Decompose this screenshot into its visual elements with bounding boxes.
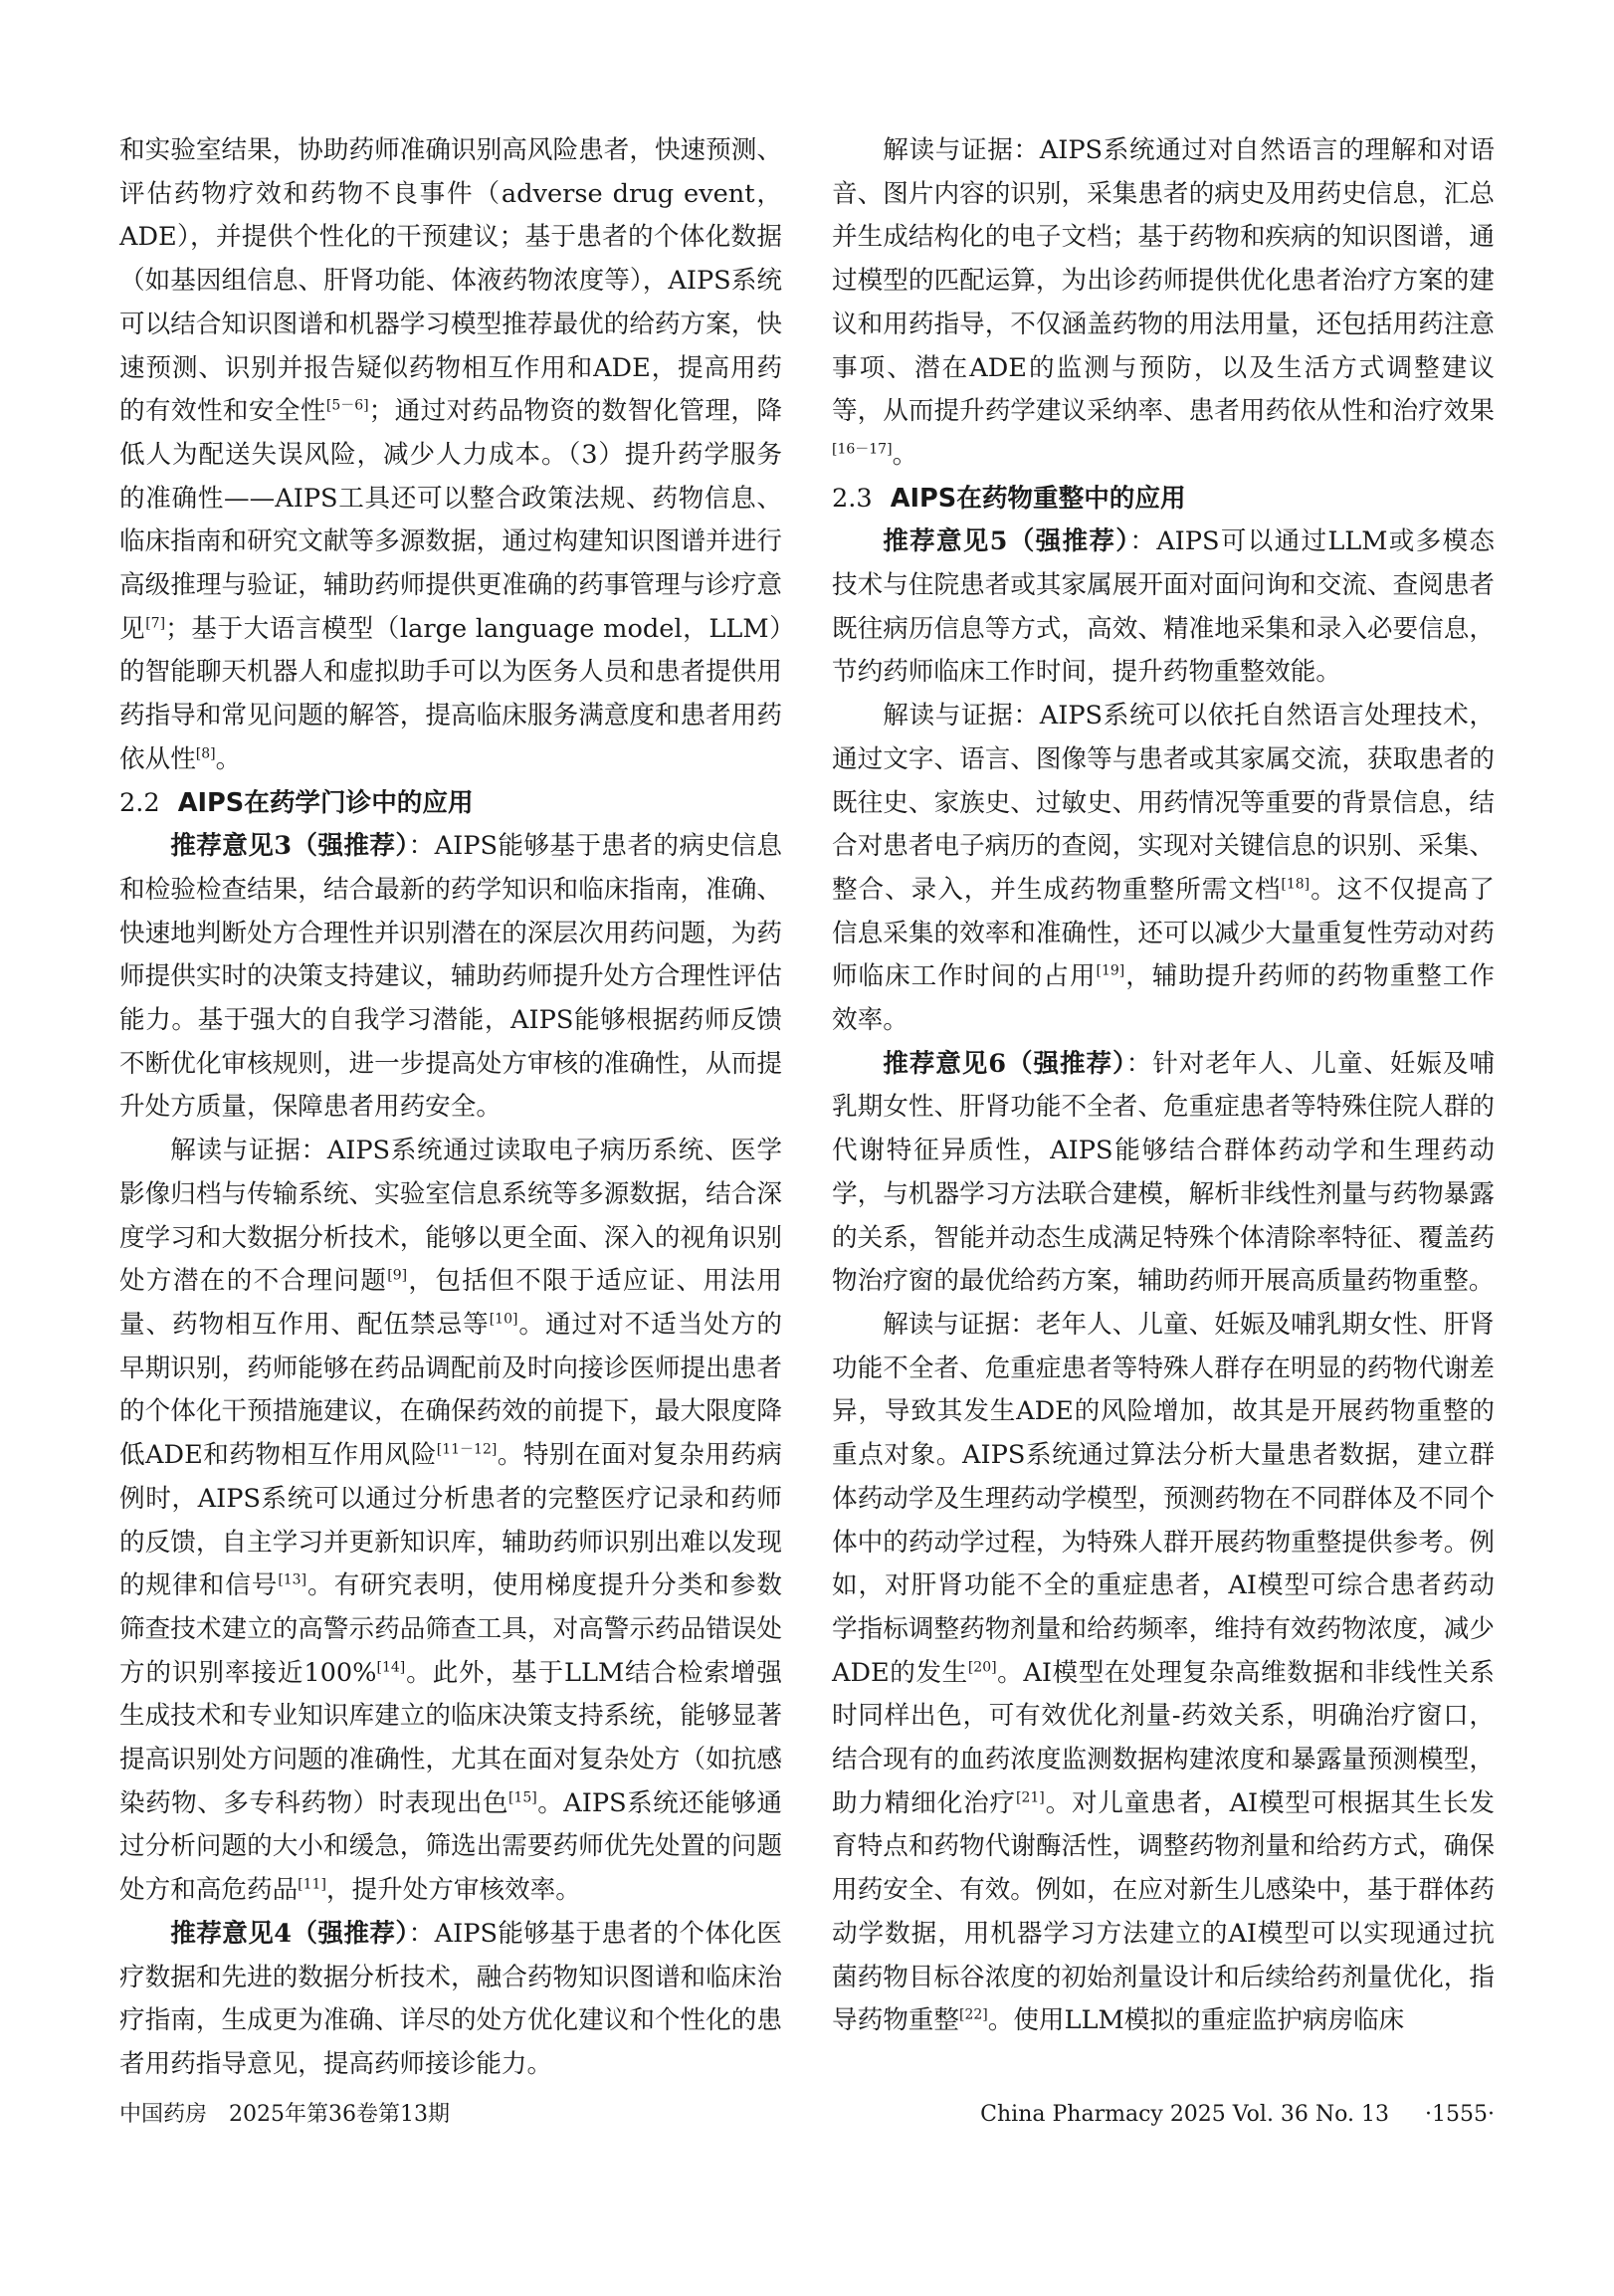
text-run: 解读与证据：AIPS系统通过对自然语言的理解和对语音、图片内容的识别，采集患者的病史及用药史信息，汇总并生成结构化的电子文档；基于药物和疾病的知识图谱，通过模型的匹配运算，为出诊药师提供优化患者治疗方案的建议和用药指导，不仅涵盖药物的用法用量，还包括用药注意事项、潜在ADE的监测与预防，以及生活方式调整建议等，从而提升药学建议采纳率、患者用药依从性和治疗效果: [832, 135, 1495, 427]
text-run: 和实验室结果，协助药师准确识别高风险患者，快速预测、评估药物疗效和药物不良事件（adverse drug event，ADE），并提供个性化的干预建议；基于患者的个体化数据（如基因组信息、肝肾功能、体液药物浓度等），AIPS系统可以结合知识图谱和机器学习模型推荐最优的给药方案，快速预测、识别并报告疑似药物相互作用和ADE，提高用药的有效性和安全性: [119, 135, 782, 427]
recommendation-5: [832, 521, 1495, 695]
text-run: 解读与证据：AIPS系统可以依托自然语言处理技术，通过文字、语言、图像等与患者或其家属交流，获取患者的既往史、家族史、过敏史、用药情况等重要的背景信息，结合对患者电子病历的查阅，实现对关键信息的识别、采集、整合、录入，并生成药物重整所需文档: [832, 701, 1495, 905]
text-run: ：针对老年人、儿童、妊娠及哺乳期女性、肝肾功能不全者、危重症患者等特殊住院人群的代谢特征异质性，AIPS能够结合群体药动学和生理药动学，与机器学习方法联合建模，解析非线性剂量与药物暴露的关系，智能并动态生成满足特殊个体清除率特征、覆盖药物治疗窗的最优给药方案，辅助药师开展高质量药物重整。: [832, 1048, 1495, 1297]
evidence-6: [832, 1304, 1495, 2043]
citation-ref: [9]: [387, 1267, 408, 1284]
section-number: 2.3: [832, 483, 873, 514]
text-run: 。AI模型在处理复杂高维数据和非线性关系时同样出色，可有效优化剂量-药效关系，明确治疗窗口，结合现有的血药浓度监测数据构建浓度和暴露量预测模型，助力精细化治疗: [832, 1657, 1496, 1818]
citation-ref: [7]: [145, 615, 166, 632]
citation-ref: [11]: [298, 1876, 326, 1893]
section-heading-2-2: [119, 782, 782, 826]
citation-ref: [18]: [1281, 876, 1311, 893]
section-heading-2-3: [832, 478, 1495, 522]
recommendation-label: 推荐意见6（强推荐）: [883, 1048, 1126, 1079]
text-run: 。有研究表明，使用梯度提升分类和参数筛查技术建立的高警示药品筛查工具，对高警示药品错误处方的识别率接近100%: [119, 1570, 782, 1688]
citation-ref: [10]: [489, 1311, 518, 1328]
text-run: 。: [892, 439, 918, 470]
section-number: 2.2: [119, 787, 160, 818]
journal-footer-cn: 中国药房 2025年第36卷第13期: [119, 2102, 450, 2127]
section-title: AIPS在药学门诊中的应用: [177, 787, 474, 818]
citation-ref: [19]: [1096, 962, 1125, 979]
text-run: 。对儿童患者，AI模型可根据其生长发育特点和药物代谢酶活性，调整药物剂量和给药方式，确保用药安全、有效。例如，在应对新生儿感染中，基于群体药动学数据，用机器学习方法建立的AI模型可以实现通过抗菌药物目标谷浓度的初始剂量设计和后续给药剂量优化，指导药物重整: [832, 1787, 1495, 2036]
recommendation-6: [832, 1043, 1495, 1304]
recommendation-4: [119, 1913, 782, 2087]
citation-ref: [5－6]: [325, 397, 369, 414]
text-run: ；通过对药品物资的数智化管理，降低人为配送失误风险，减少人力成本。（3）提升药学服务的准确性——AIPS工具还可以整合政策法规、药物信息、临床指南和研究文献等多源数据，通过构建知识图谱并进行高级推理与验证，辅助药师提供更准确的药事管理与诊疗意见: [119, 396, 782, 644]
right-column: [832, 129, 1495, 2043]
text-run: ，辅助提升药师的药物重整工作效率。: [832, 961, 1495, 1036]
recommendation-label: 推荐意见5（强推荐）: [883, 526, 1130, 557]
left-column: [119, 129, 782, 2087]
text-run: ：AIPS能够基于患者的个体化医疗数据和先进的数据分析技术，融合药物知识图谱和临床治疗指南，生成更为准确、详尽的处方优化建议和个性化的患者用药指导意见，提高药师接诊能力。: [119, 1918, 782, 2079]
text-run: 。这不仅提高了信息采集的效率和准确性，还可以减少大量重复性劳动对药师临床工作时间的占用: [832, 874, 1495, 992]
recommendation-label: 推荐意见4（强推荐）: [170, 1918, 409, 1949]
text-run: ；基于大语言模型（large language model，LLM）的智能聊天机器人和虚拟助手可以为医务人员和患者提供用药指导和常见问题的解答，提高临床服务满意度和患者用药依从性: [119, 613, 782, 774]
evidence-3: [119, 1130, 782, 1913]
evidence-5: [832, 695, 1495, 1043]
text-run: 。特别在面对复杂用药病例时，AIPS系统可以通过分析患者的完整医疗记录和药师的反馈，自主学习并更新知识库，辅助药师识别出难以发现的规律和信号: [119, 1440, 782, 1601]
text-run: ，提升处方审核效率。: [325, 1875, 581, 1906]
recommendation-label: 推荐意见3（强推荐）: [170, 831, 409, 862]
page-number: ·1555·: [1425, 2102, 1495, 2127]
text-run: ：AIPS可以通过LLM或多模态技术与住院患者或其家属展开面对面问询和交流、查阅患者既往病历信息等方式，高效、精准地采集和录入必要信息，节约药师临床工作时间，提升药物重整效能。: [832, 526, 1495, 688]
citation-ref: [21]: [1016, 1789, 1045, 1806]
citation-ref: [16－17]: [832, 441, 893, 458]
intro-paragraph: [119, 129, 782, 782]
text-run: 。: [215, 743, 242, 774]
text-run: 解读与证据：AIPS系统通过读取电子病历系统、医学影像归档与传输系统、实验室信息系统等多源数据，结合深度学习和大数据分析技术，能够以更全面、深入的视角识别处方潜在的不合理问题: [119, 1136, 782, 1297]
citation-ref: [8]: [195, 745, 216, 762]
text-run: 。使用LLM模拟的重症监护病房临床: [987, 2005, 1405, 2036]
text-run: 。AIPS系统还能够通过分析问题的大小和缓急，筛选出需要药师优先处置的问题处方和高危药品: [119, 1787, 782, 1906]
text-run: 解读与证据：老年人、儿童、妊娠及哺乳期女性、肝肾功能不全者、危重症患者等特殊人群存在明显的药物代谢差异，导致其发生ADE的风险增加，故其是开展药物重整的重点对象。AIPS系统通过算法分析大量患者数据，建立群体药动学及生理药动学模型，预测药物在不同群体及不同个体中的药动学过程，为特殊人群开展药物重整提供参考。例如，对肝肾功能不全的重症患者，AI模型可综合患者药动学指标调整药物剂量和给药频率，维持有效药物浓度，减少ADE的发生: [832, 1309, 1495, 1688]
journal-footer-en: [980, 2100, 1495, 2130]
citation-ref: [20]: [967, 1659, 997, 1676]
citation-ref: [14]: [376, 1659, 406, 1676]
citation-ref: [15]: [507, 1789, 537, 1806]
section-title: AIPS在药物重整中的应用: [890, 483, 1186, 514]
text-run: ：AIPS能够基于患者的病史信息和检验检查结果，结合最新的药学知识和临床指南，准确、快速地判断处方合理性并识别潜在的深层次用药问题，为药师提供实时的决策支持建议，辅助药师提升处方合理性评估能力。基于强大的自我学习潜能，AIPS能够根据药师反馈不断优化审核规则，进一步提高处方审核的准确性，从而提升处方质量，保障患者用药安全。: [119, 831, 782, 1123]
evidence-4: [832, 129, 1495, 478]
text-run: 。通过对不适当处方的早期识别，药师能够在药品调配前及时向接诊医师提出患者的个体化干预措施建议，在确保药效的前提下，最大限度降低ADE和药物相互作用风险: [119, 1309, 782, 1471]
recommendation-3: [119, 825, 782, 1130]
journal-citation: China Pharmacy 2025 Vol. 36 No. 13: [980, 2102, 1390, 2127]
citation-ref: [11－12]: [436, 1441, 498, 1458]
text-run: ，包括但不限于适应证、用法用量、药物相互作用、配伍禁忌等: [119, 1266, 782, 1340]
citation-ref: [22]: [958, 2006, 988, 2023]
citation-ref: [13]: [278, 1571, 307, 1588]
text-run: 。此外，基于LLM结合检索增强生成技术和专业知识库建立的临床决策支持系统，能够显著提高识别处方问题的准确性，尤其在面对复杂处方（如抗感染药物、多专科药物）时表现出色: [119, 1657, 782, 1818]
